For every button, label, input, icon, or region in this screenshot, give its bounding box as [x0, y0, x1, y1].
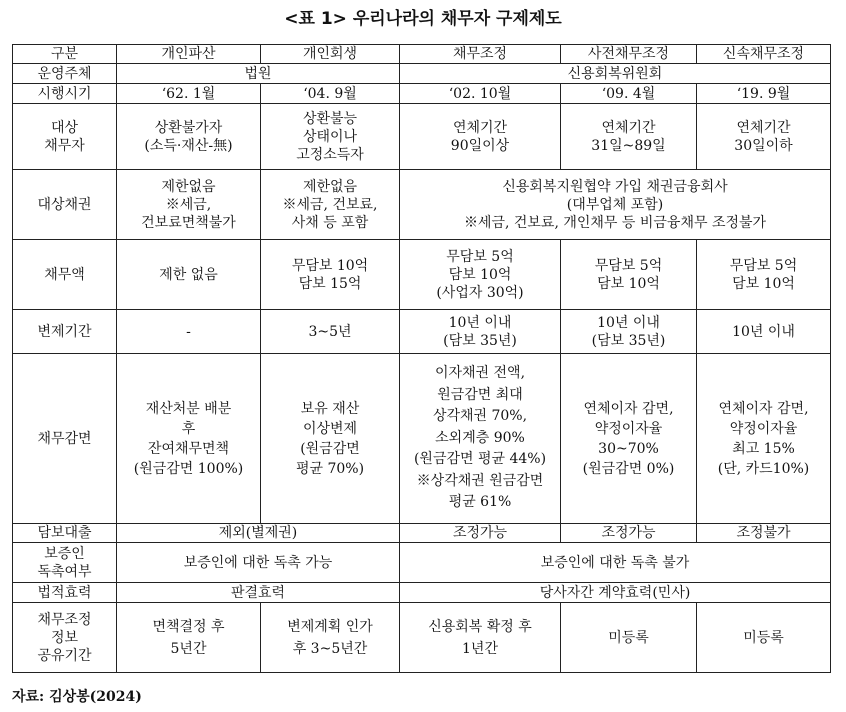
cell-line: 채무자	[44, 137, 85, 154]
cell-line: -	[186, 323, 191, 340]
cell-line: 30~70%	[598, 440, 659, 457]
repayment-period-cell	[400, 310, 561, 354]
repayment-period-cell	[117, 310, 261, 354]
cell-line: 상각채권 70%,	[432, 408, 528, 425]
row-operator	[13, 64, 831, 84]
cell-line: 10년 이내	[448, 314, 512, 331]
cell-line: 무담보 5억	[594, 257, 663, 274]
cell-line: 원금감면 최대	[437, 386, 523, 403]
cell-line: 후 3~5년간	[292, 640, 368, 657]
cell-line: ※상각채권 원금감면	[416, 472, 544, 489]
cell-line: 재산처분 배분	[145, 400, 232, 417]
cell-line: 약정이자율	[594, 420, 663, 437]
row-target-debtor	[13, 104, 831, 170]
cell-line: 이상변제	[302, 420, 358, 437]
cell-line: 잔여채무면책	[147, 440, 230, 457]
cell-line: (원금감면	[300, 440, 360, 457]
cell-line: 5년간	[170, 640, 207, 657]
target-debtor-cell	[117, 104, 261, 170]
source-note: 자료: 김상봉(2024)	[12, 689, 142, 705]
cell-line: (원금감면 0%)	[582, 460, 675, 477]
row-label-target-claims: 대상채권	[13, 170, 117, 240]
info-period-cell	[400, 603, 561, 673]
debt-reduction-cell	[561, 354, 697, 524]
row-start-year	[13, 84, 831, 104]
cell-line: 10년 이내	[597, 314, 660, 331]
cell-line: (단, 카드10%)	[717, 460, 810, 477]
cell-line: 연체이자 감면,	[583, 400, 674, 417]
cell-line: 이자채권 전액,	[434, 365, 526, 382]
row-label-info-period	[13, 603, 117, 673]
start-year-cell: ‘62. 1월	[117, 84, 261, 104]
cell-line: 보증인	[44, 545, 85, 562]
guarantor-credit-cell: 보증인에 대한 독촉 불가	[400, 543, 831, 583]
row-label-legal-effect: 법적효력	[13, 583, 117, 603]
start-year-cell: ‘04. 9월	[261, 84, 400, 104]
secured-loan-cell: 조정가능	[400, 524, 561, 543]
header-label: 구분	[13, 45, 117, 64]
cell-line: 제한없음	[302, 178, 358, 195]
debt-amount-cell	[697, 240, 831, 310]
cell-line: 정보	[50, 629, 79, 646]
table-title: <표 1> 우리나라의 채무자 구제제도	[284, 9, 562, 29]
cell-line: ※세금, 건보료,	[282, 196, 378, 213]
cell-line: 무담보 10억	[291, 257, 369, 274]
cell-line: 연체이자 감면,	[718, 400, 809, 417]
debt-reduction-cell	[117, 354, 261, 524]
row-debt-amount	[13, 240, 831, 310]
debt-reduction-cell	[400, 354, 561, 524]
cell-line: (원금감면 100%)	[133, 460, 244, 477]
cell-line: (담보 35년)	[591, 332, 666, 349]
row-label-secured-loan: 담보대출	[13, 524, 117, 543]
cell-line: 제한 없음	[159, 266, 218, 283]
secured-loan-cell: 조정가능	[561, 524, 697, 543]
info-period-cell	[561, 603, 697, 673]
row-label-start-year: 시행시기	[13, 84, 117, 104]
cell-line: 무담보 5억	[729, 257, 798, 274]
cell-line: 연체기간	[452, 119, 508, 136]
row-label-guarantor	[13, 543, 117, 583]
cell-line: 연체기간	[601, 119, 656, 136]
debt-amount-cell	[117, 240, 261, 310]
cell-line: 신용회복 확정 후	[428, 618, 532, 635]
row-label-operator: 운영주체	[13, 64, 117, 84]
row-debt-reduction	[13, 354, 831, 524]
cell-line: 고정소득자	[296, 146, 364, 163]
col-header-debt-adjustment: 채무조정	[400, 45, 561, 64]
cell-line: 채무조정	[37, 611, 92, 628]
cell-line: 31일~89일	[591, 137, 666, 154]
cell-line: 건보료면책불가	[141, 214, 236, 231]
cell-line: 후	[181, 420, 196, 437]
cell-line: 소외계층 90%	[435, 429, 525, 446]
cell-line: 상환불능	[302, 110, 358, 127]
secured-loan-cell: 조정불가	[697, 524, 831, 543]
cell-line: (원금감면 평균 44%)	[413, 451, 547, 468]
row-repayment-period	[13, 310, 831, 354]
target-debtor-cell	[400, 104, 561, 170]
cell-line: 담보 10억	[732, 275, 795, 292]
cell-line: 1년간	[462, 640, 498, 657]
cell-line: 독촉여부	[37, 563, 92, 580]
secured-loan-court-cell: 제외(별제권)	[117, 524, 400, 543]
cell-line: 보유 재산	[300, 400, 360, 417]
cell-line: ※세금, 건보료, 개인채무 등 비금융채무 조정불가	[463, 214, 767, 231]
start-year-cell: ‘19. 9월	[697, 84, 831, 104]
row-label-debt-reduction: 채무감면	[13, 354, 117, 524]
cell-line: 대상	[50, 119, 79, 136]
row-label-debt-amount: 채무액	[13, 240, 117, 310]
row-guarantor	[13, 543, 831, 583]
cell-line: (소득·재산-無)	[144, 137, 233, 154]
cell-line: 제한없음	[161, 178, 216, 195]
row-secured-loan	[13, 524, 831, 543]
target-claims-cell	[117, 170, 261, 240]
cell-line: 상태이나	[302, 128, 358, 145]
cell-line: 미등록	[608, 629, 649, 646]
target-claims-cell	[261, 170, 400, 240]
guarantor-court-cell: 보증인에 대한 독촉 가능	[117, 543, 400, 583]
cell-line: 90일이상	[450, 137, 510, 154]
debt-amount-cell	[561, 240, 697, 310]
debt-amount-cell	[400, 240, 561, 310]
cell-line: 평균 70%)	[295, 460, 365, 477]
info-period-cell	[697, 603, 831, 673]
target-debtor-cell	[261, 104, 400, 170]
repayment-period-cell	[261, 310, 400, 354]
cell-line: 미등록	[743, 629, 784, 646]
header-row	[13, 45, 831, 64]
cell-line: 30일이하	[734, 137, 793, 154]
repayment-period-cell	[561, 310, 697, 354]
target-debtor-cell	[561, 104, 697, 170]
operator-credit-committee: 신용회복위원회	[400, 64, 831, 84]
col-header-personal-rehabilitation: 개인회생	[261, 45, 400, 64]
start-year-cell: ‘09. 4월	[561, 84, 697, 104]
cell-line: 담보 10억	[448, 266, 512, 283]
cell-line: 담보 10억	[597, 275, 660, 292]
cell-line: 면책결정 후	[152, 618, 225, 635]
operator-court: 법원	[117, 64, 400, 84]
cell-line: 담보 15억	[298, 275, 362, 292]
target-claims-credit-cell	[400, 170, 831, 240]
cell-line: (대부업체 포함)	[566, 196, 664, 213]
row-info-period	[13, 603, 831, 673]
cell-line: 공유기간	[37, 647, 92, 664]
col-header-pre-debt-adjustment: 사전채무조정	[561, 45, 697, 64]
debt-amount-cell	[261, 240, 400, 310]
legal-effect-credit-cell: 당사자간 계약효력(민사)	[400, 583, 831, 603]
cell-line: 신용회복지원협약 가입 채권금융회사	[502, 178, 728, 195]
col-header-fast-debt-adjustment: 신속채무조정	[697, 45, 831, 64]
cell-line: 무담보 5억	[446, 248, 514, 265]
legal-effect-court-cell: 판결효력	[117, 583, 400, 603]
cell-line: 상환불가자	[154, 119, 223, 136]
cell-line: (사업자 30억)	[436, 284, 524, 301]
cell-line: 10년 이내	[732, 323, 795, 340]
debt-reduction-cell	[261, 354, 400, 524]
target-debtor-cell	[697, 104, 831, 170]
cell-line: 최고 15%	[732, 440, 795, 457]
row-label-target-debtor	[13, 104, 117, 170]
row-target-claims	[13, 170, 831, 240]
info-period-cell	[117, 603, 261, 673]
start-year-cell: ‘02. 10월	[400, 84, 561, 104]
cell-line: (담보 35년)	[443, 332, 517, 349]
cell-line: 3~5년	[308, 323, 352, 340]
row-legal-effect	[13, 583, 831, 603]
cell-line: ※세금,	[165, 196, 212, 213]
debtor-relief-table	[12, 44, 831, 673]
cell-line: 약정이자율	[729, 420, 798, 437]
cell-line: 변제계획 인가	[287, 618, 373, 635]
cell-line: 연체기간	[736, 119, 791, 136]
cell-line: 평균 61%	[448, 494, 512, 511]
row-label-repayment-period: 변제기간	[13, 310, 117, 354]
col-header-personal-bankruptcy: 개인파산	[117, 45, 261, 64]
repayment-period-cell	[697, 310, 831, 354]
debt-reduction-cell	[697, 354, 831, 524]
info-period-cell	[261, 603, 400, 673]
cell-line: 사채 등 포함	[291, 214, 369, 231]
